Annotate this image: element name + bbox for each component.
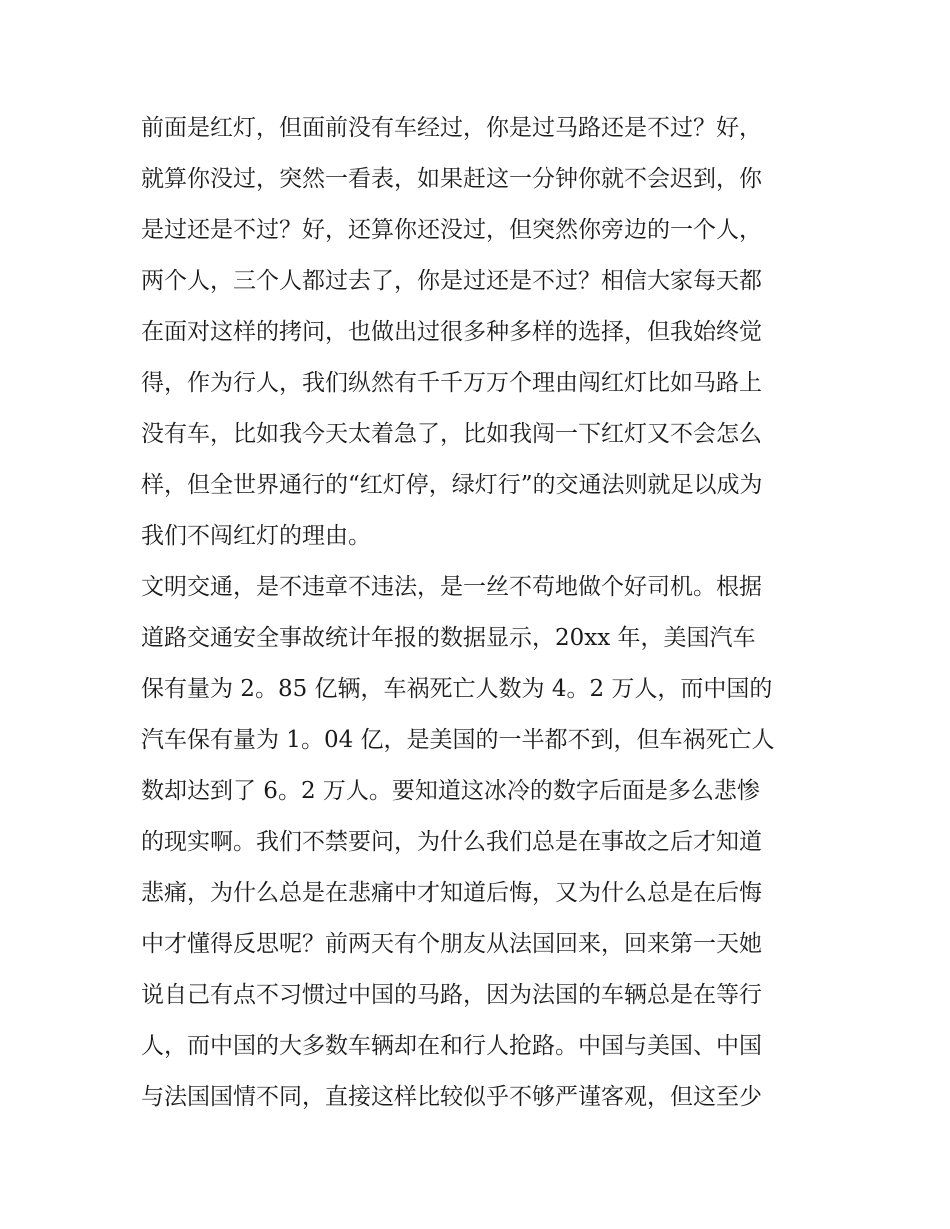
text-line: 的现实啊。我们不禁要问，为什么我们总是在事故之后才知道: [141, 829, 762, 855]
text-line: 人，而中国的大多数车辆却在和行人抢路。中国与美国、中国: [141, 1033, 762, 1059]
text-line: 得，作为行人，我们纵然有千千万万个理由闯红灯比如马路上: [141, 370, 762, 396]
text-line: 就算你没过，突然一看表，如果赶这一分钟你就不会迟到，你: [141, 166, 762, 192]
text-line: 与法国国情不同，直接这样比较似乎不够严谨客观，但这至少: [141, 1084, 762, 1110]
text-line: 保有量为 2。85 亿辆，车祸死亡人数为 4。2 万人，而中国的: [141, 676, 773, 702]
text-line: 数却达到了 6。2 万人。要知道这冰冷的数字后面是多么悲惨: [141, 778, 760, 804]
text-line: 是过还是不过？好，还算你还没过，但突然你旁边的一个人，: [141, 217, 762, 243]
text-line: 在面对这样的拷问，也做出过很多种多样的选择，但我始终觉: [141, 319, 762, 345]
text-line: 道路交通安全事故统计年报的数据显示，20xx 年，美国汽车: [141, 625, 756, 651]
text-line: 说自己有点不习惯过中国的马路，因为法国的车辆总是在等行: [141, 982, 762, 1008]
text-line: 中才懂得反思呢？前两天有个朋友从法国回来，回来第一天她: [141, 931, 762, 957]
text-line: 我们不闯红灯的理由。: [141, 523, 371, 549]
text-line: 两个人，三个人都过去了，你是过还是不过？相信大家每天都: [141, 268, 762, 294]
text-line: 文明交通，是不违章不违法，是一丝不苟地做个好司机。根据: [141, 574, 762, 600]
text-line: 汽车保有量为 1。04 亿，是美国的一半都不到，但车祸死亡人: [141, 727, 775, 753]
text-line: 悲痛，为什么总是在悲痛中才知道后悔，又为什么总是在后悔: [141, 880, 762, 906]
text-line: 前面是红灯，但面前没有车经过，你是过马路还是不过？好，: [141, 115, 762, 141]
text-line: 没有车，比如我今天太着急了，比如我闯一下红灯又不会怎么: [141, 421, 762, 447]
text-line: 样，但全世界通行的“红灯停，绿灯行”的交通法则就足以成为: [141, 472, 763, 498]
